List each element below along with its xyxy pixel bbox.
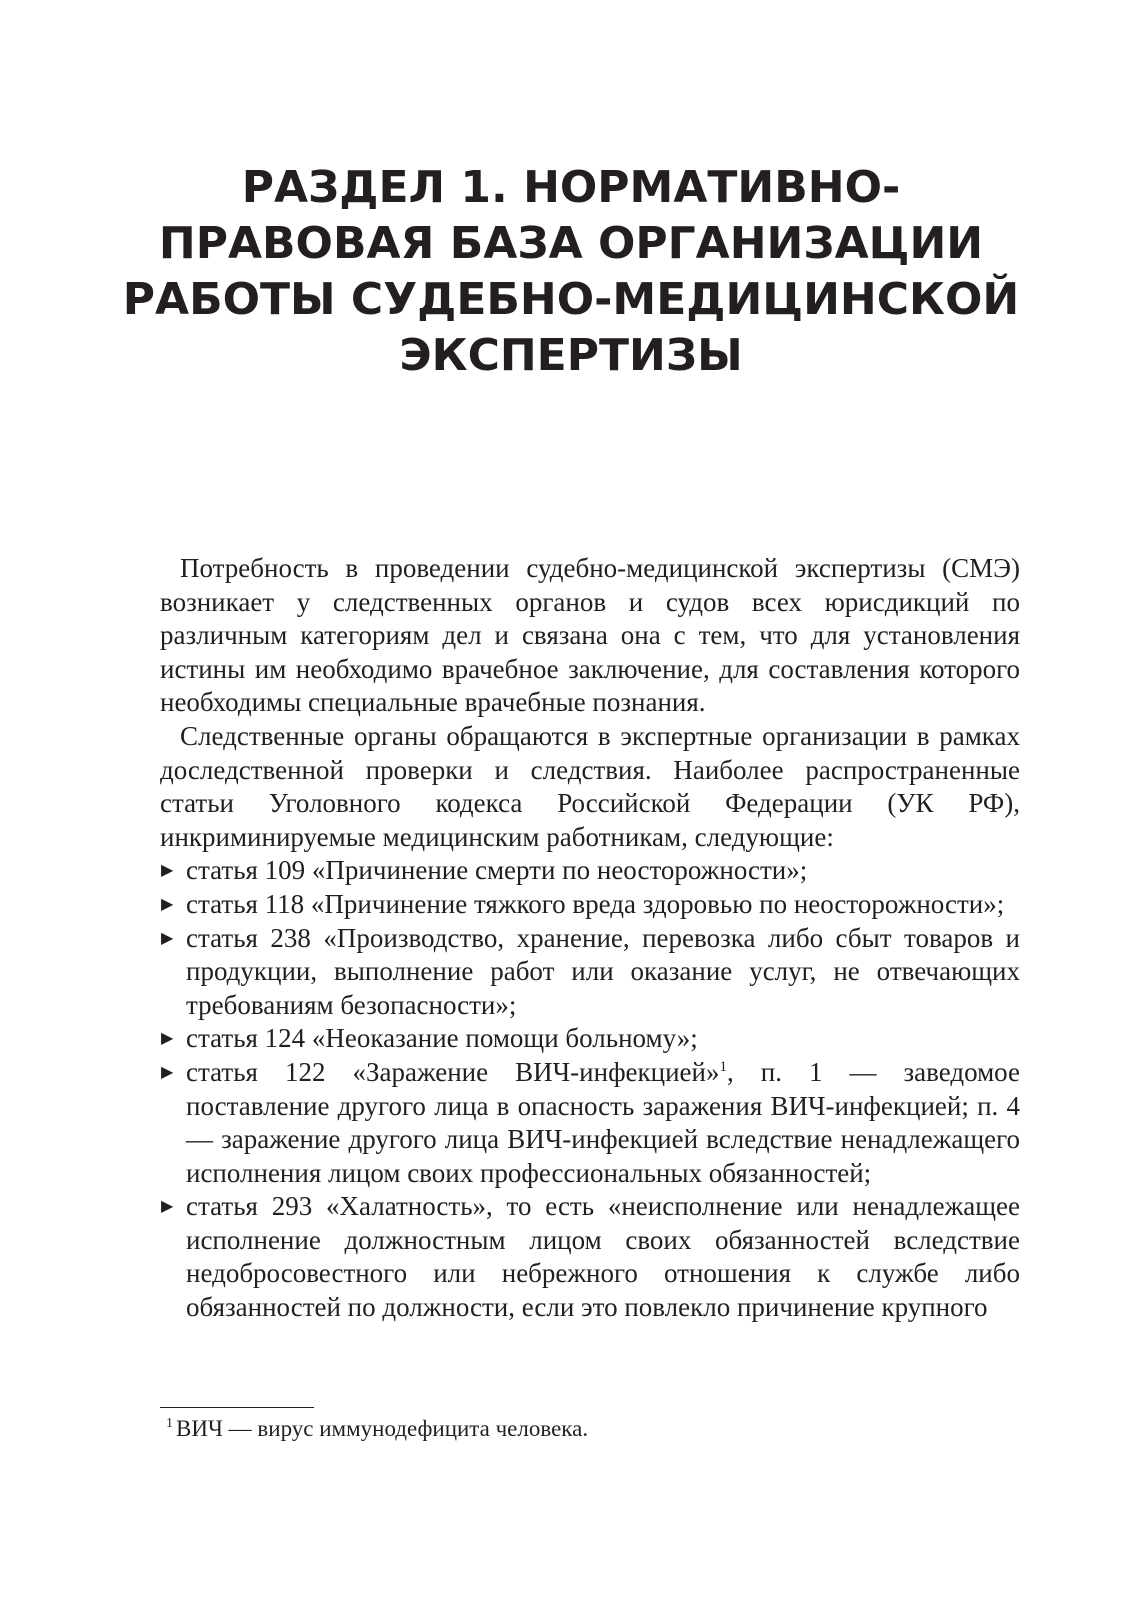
list-item-text: статья 118 «Причинение тяжкого вреда здоровью по неосторожности»;	[186, 888, 1005, 919]
list-item-text: статья 238 «Производство, хранение, перевозка либо сбыт товаров и продукции, выполнение работ или оказание услуг, не отвечающих требованиям безопасности»;	[186, 922, 1020, 1020]
section-heading-line: ПРАВОВАЯ БАЗА ОРГАНИЗАЦИИ	[158, 218, 984, 269]
triangle-bullet-icon: ▶	[161, 895, 174, 913]
footnote-reference[interactable]: 1	[719, 1058, 727, 1075]
list-item-text: статья 122 «Заражение ВИЧ-инфекцией»	[186, 1056, 720, 1087]
triangle-bullet-icon: ▶	[161, 929, 174, 947]
body-paragraph: Потребность в проведении судебно-медицинской экспертизы (СМЭ) возникает у следственных органов и судов всех юрисдикций по различным категориям дел и связана она с тем, что для установления истины им необходимо врачебное заключение, для составления которого необходимы специальные врачебные познания.	[160, 553, 1020, 718]
triangle-bullet-icon: ▶	[161, 1030, 174, 1048]
list-item-text: статья 293 «Халатность», то есть «неисполнение или ненадлежащее исполнение должностным лицом своих обязанностей вследствие недобросовестного или небрежного отношения к службе либо обязанностей по должности, если это повлекло причинение крупного	[186, 1191, 1020, 1323]
section-heading-line: РАЗДЕЛ 1. НОРМАТИВНО-	[241, 162, 901, 213]
body-text	[160, 552, 1020, 1325]
triangle-bullet-icon: ▶	[161, 1063, 174, 1081]
list-item	[160, 1190, 1020, 1324]
list-item-text: статья 109 «Причинение смерти по неосторожности»;	[186, 855, 808, 886]
triangle-bullet-icon: ▶	[161, 862, 174, 880]
list-item	[160, 854, 1020, 888]
article-list	[160, 854, 1020, 1324]
section-heading-line: РАБОТЫ СУДЕБНО-МЕДИЦИНСКОЙ	[122, 274, 1020, 325]
list-item	[160, 1056, 1020, 1190]
section-heading	[120, 160, 1022, 384]
section-heading-line: ЭКСПЕРТИЗЫ	[399, 330, 743, 381]
list-item	[160, 1022, 1020, 1056]
list-item	[160, 888, 1020, 922]
list-item	[160, 922, 1020, 1023]
triangle-bullet-icon: ▶	[161, 1198, 174, 1216]
footnote	[166, 1414, 588, 1444]
footnote-divider	[160, 1407, 314, 1408]
list-item-text: , п. 1 — заведомое поставление другого лица в опасность заражения ВИЧ-инфекцией; п. 4 — заражение другого лица ВИЧ-инфекцией вследствие ненадлежащего исполнения лицом своих профессиональных обязанностей;	[186, 1056, 1020, 1188]
footnote-text: ВИЧ — вирус иммунодефицита человека.	[176, 1416, 589, 1441]
list-item-text: статья 124 «Неоказание помощи больному»;	[186, 1023, 698, 1054]
footnote-number: 1	[166, 1416, 173, 1431]
body-paragraph: Следственные органы обращаются в экспертные организации в рамках доследственной проверки и следствия. Наиболее распространенные статьи Уголовного кодекса Российской Федерации (УК РФ), инкриминируемые медицинским работникам, следующие:	[160, 720, 1020, 852]
